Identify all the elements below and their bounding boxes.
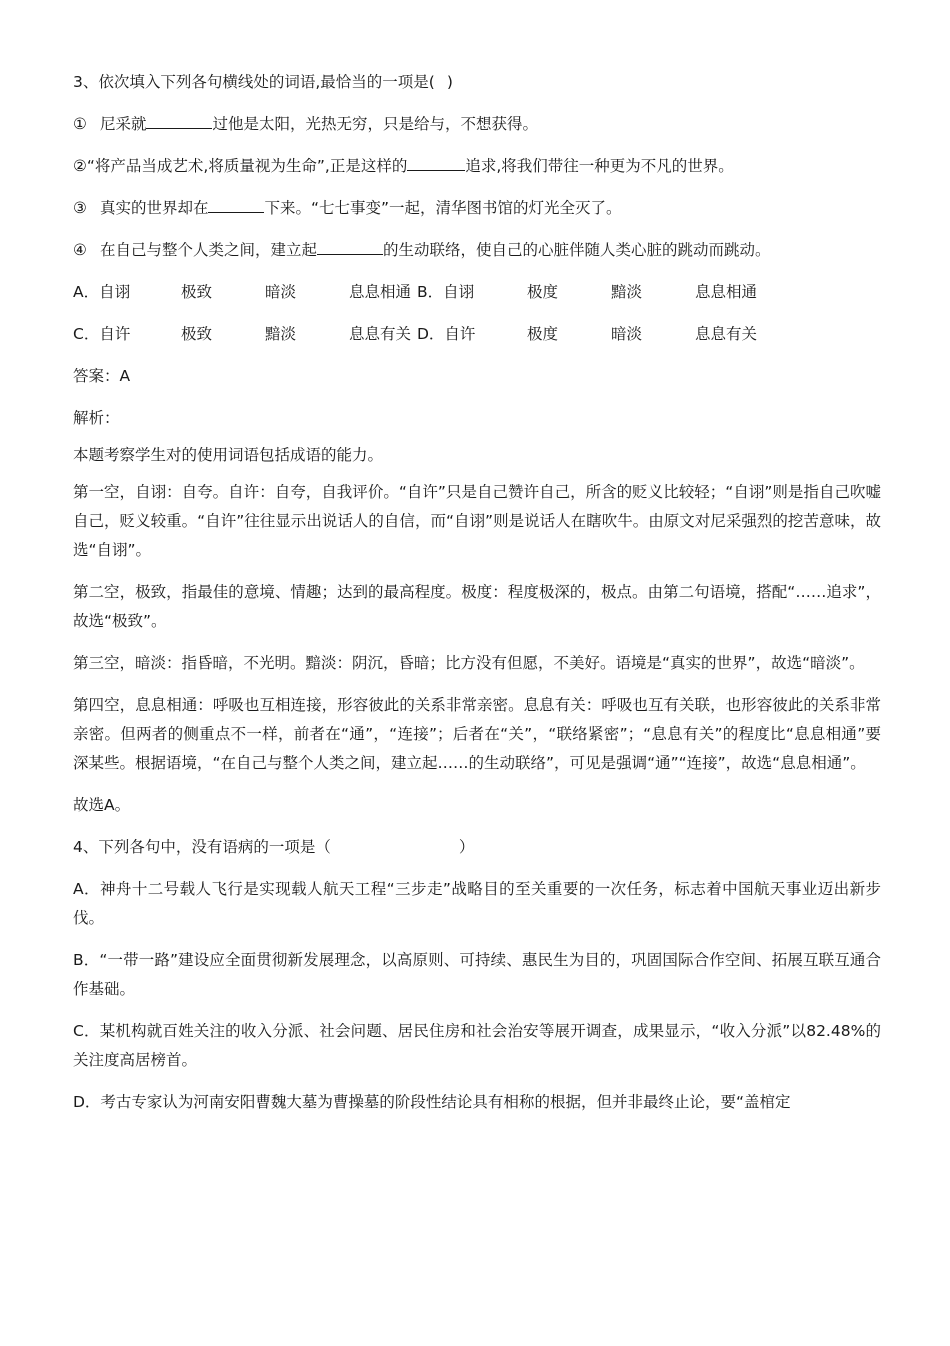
q4-option-d: D．考古专家认为河南安阳曹魏大墓为曹操墓的阶段性结论具有相称的根据，但并非最终止论，要“盖棺定 bbox=[73, 1093, 791, 1111]
sentence-1-part-b: 过他是太阳，光热无穷，只是给与，不想获得。 bbox=[212, 115, 538, 133]
option-b-word-1: B．自诩 bbox=[417, 283, 475, 301]
option-c-word-1: C．自许 bbox=[73, 325, 131, 343]
q3-analysis-title: 解析： bbox=[73, 409, 120, 427]
q3-sentence-4 bbox=[73, 236, 881, 264]
q3-stem bbox=[73, 68, 881, 96]
option-b-word-4: 息息相通 bbox=[695, 283, 758, 301]
q3-sentence-1 bbox=[73, 110, 881, 138]
q3-analysis-blank-3: 第三空，暗淡：指昏暗，不光明。黯淡：阴沉，昏暗；比方没有但愿，不美好。语境是“真实的世界”，故选“暗淡”。 bbox=[73, 654, 865, 672]
q4-option-b: B．“一带一路”建设应全面贯彻新发展理念，以高原则、可持续、惠民生为目的，巩固国际合作空间、拓展互联互通合作基础。 bbox=[73, 951, 881, 998]
sentence-2-part-b: 追求,将我们带往一种更为不凡的世界。 bbox=[465, 157, 734, 175]
blank-2 bbox=[407, 152, 465, 171]
circled-number-1: ① bbox=[73, 115, 87, 133]
q3-answer: 答案：A bbox=[73, 367, 131, 385]
sentence-2-part-a: “将产品当成艺术,将质量视为生命”,正是这样的 bbox=[86, 157, 408, 175]
option-a-word-3: 暗淡 bbox=[265, 283, 297, 301]
q4-stem-close: ） bbox=[458, 838, 475, 856]
sentence-4-part-a: 在自己与整个人类之间，建立起 bbox=[99, 241, 317, 259]
option-c-word-2: 极致 bbox=[181, 325, 213, 343]
q3-analysis-blank-4: 第四空，息息相通：呼吸也互相连接，形容彼此的关系非常亲密。息息有关：呼吸也互有关联，也形容彼此的关系非常亲密。但两者的侧重点不一样，前者在“通”，“连接”；后者在“关”，“联络紧密”；“息息有关”的程度比“息息相通”要深某些。根据语境，“在自己与整个人类之间，建立起……的生动联络”，可见是强调“通”“连接”，故选“息息相通”。 bbox=[73, 696, 881, 772]
option-a-word-1: A．自诩 bbox=[73, 283, 131, 301]
blank-1 bbox=[146, 110, 212, 129]
q3-analysis-blank-1: 第一空，自诩：自夸。自许：自夸，自我评价。“自许”只是自己赞许自己，所含的贬义比较轻；“自诩”则是指自己吹嘘自己，贬义较重。“自许”往往显示出说话人的自信，而“自诩”则是说话人在瞎吹牛。由原文对尼采强烈的挖苦意味，故选“自诩”。 bbox=[73, 483, 881, 559]
option-b-word-2: 极度 bbox=[527, 283, 559, 301]
q3-analysis-blank-2: 第二空，极致，指最佳的意境、情趣；达到的最高程度。极度：程度极深的，极点。由第二句语境，搭配“……追求”，故选“极致”。 bbox=[73, 583, 881, 630]
q3-options-row-cd bbox=[73, 320, 881, 348]
option-a-word-4: 息息相通 bbox=[349, 283, 412, 301]
circled-number-4: ④ bbox=[73, 241, 87, 259]
q3-stem-close: ) bbox=[446, 73, 453, 91]
sentence-3-part-a: 真实的世界却在 bbox=[99, 199, 209, 217]
q4-option-a: A．神舟十二号载人飞行是实现载人航天工程“三步走”战略目的至关重要的一次任务，标志着中国航天事业迈出新步伐。 bbox=[73, 880, 881, 927]
blank-3 bbox=[208, 194, 264, 213]
option-d-word-2: 极度 bbox=[527, 325, 559, 343]
q3-stem-text: 3、依次填入下列各句横线处的词语,最恰当的一项是( bbox=[73, 73, 435, 91]
option-a-word-2: 极致 bbox=[181, 283, 213, 301]
q4-stem bbox=[73, 833, 881, 861]
q3-sentence-2 bbox=[73, 152, 881, 180]
option-c-word-3: 黯淡 bbox=[265, 325, 297, 343]
blank-4 bbox=[317, 236, 383, 255]
q3-options-row-ab bbox=[73, 278, 881, 306]
option-d-word-3: 暗淡 bbox=[611, 325, 643, 343]
q4-option-c: C．某机构就百姓关注的收入分派、社会问题、居民住房和社会治安等展开调查，成果显示，“收入分派”以82.48%的关注度高居榜首。 bbox=[73, 1022, 881, 1069]
circled-number-3: ③ bbox=[73, 199, 87, 217]
option-d-word-1: D．自许 bbox=[417, 325, 476, 343]
circled-number-2: ② bbox=[73, 157, 87, 175]
q3-analysis-intro: 本题考察学生对的使用词语包括成语的能力。 bbox=[73, 446, 384, 464]
option-d-word-4: 息息有关 bbox=[695, 325, 758, 343]
option-c-word-4: 息息有关 bbox=[349, 325, 412, 343]
option-b-word-3: 黯淡 bbox=[611, 283, 643, 301]
q3-sentence-3 bbox=[73, 194, 881, 222]
document-page bbox=[73, 68, 881, 1130]
sentence-4-part-b: 的生动联络，使自己的心脏伴随人类心脏的跳动而跳动。 bbox=[382, 241, 771, 259]
sentence-3-part-b: 下来。“七七事变”一起，清华图书馆的灯光全灭了。 bbox=[264, 199, 622, 217]
q4-stem-text: 4、下列各句中，没有语病的一项是（ bbox=[73, 838, 331, 856]
sentence-1-part-a: 尼采就 bbox=[99, 115, 147, 133]
q3-conclusion: 故选A。 bbox=[73, 796, 131, 814]
